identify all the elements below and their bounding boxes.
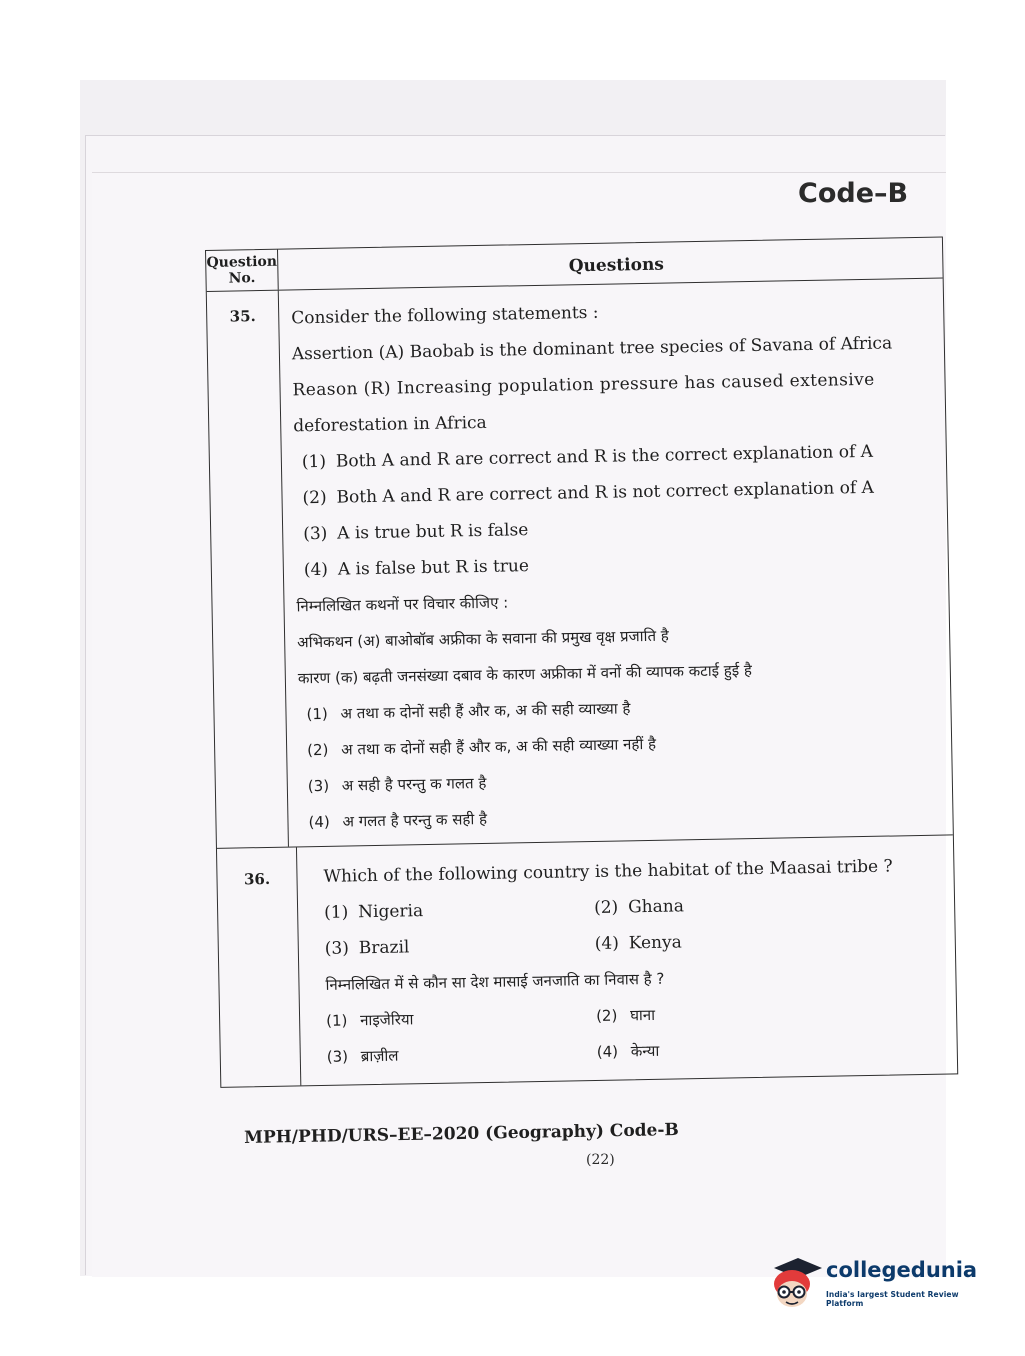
option-number: (2) [593,897,619,918]
reason-line-2: deforestation in Africa [293,412,487,437]
option-3-hindi [326,1034,597,1075]
option-1 [324,890,595,931]
paper-code: Code–B [798,178,909,209]
mascot-icon [768,1254,822,1314]
option-number: (1) [325,1011,348,1030]
option-3 [324,926,595,967]
option-text: अ सही है परन्तु क गलत है [341,773,487,795]
option-4-hindi [596,1029,867,1070]
option-text: A is false but R is true [337,556,530,580]
option-1-hindi [326,998,597,1039]
option-number: (1) [306,704,328,724]
option-number: (4) [308,812,330,832]
question-no-header-line1: Question [206,253,278,271]
option-text: Kenya [628,932,682,954]
option-2 [594,885,865,926]
option-text: Brazil [358,937,410,959]
option-number: (3) [303,523,328,545]
reason-line-1: Reason (R) Increasing population pressure has caused extensive [292,369,875,401]
question-number: 35. [207,291,289,848]
option-number: (3) [324,938,350,959]
option-text: अ तथा क दोनों सही हैं और क, अ की सही व्याख्या है [340,699,631,723]
exam-footer: MPH/PHD/URS–EE–2020 (Geography) Code-B [244,1120,680,1148]
page-number: (22) [586,1152,615,1168]
option-number: (3) [326,1047,349,1066]
option-text: Ghana [627,896,685,918]
question-stem-hindi: निम्नलिखित में से कौन सा देश मासाई जनजाति का निवास है ? [325,969,665,994]
question-35-body [279,278,953,846]
option-text: अ तथा क दोनों सही हैं और क, अ की सही व्याख्या नहीं है [341,734,657,759]
option-4 [594,921,865,962]
option-number: (3) [307,776,330,796]
reason-hindi: कारण (क) बढ़ती जनसंख्या दबाव के कारण अफ्रीका में वनों की व्यापक कटाई हुई है [297,661,753,688]
question-35-row [207,277,953,847]
question-stem: Consider the following statements : [291,302,599,329]
option-text: अ गलत है परन्तु क सही है [342,809,488,831]
logo-tagline: India's largest Student Review Platform [826,1290,959,1308]
option-text: A is true but R is false [337,520,529,544]
option-number: (2) [307,740,329,760]
option-2-hindi [596,993,867,1034]
assertion: Assertion (A) Baobab is the dominant tree species of Savana of Africa [291,333,893,365]
option-text: नाइजेरिया [359,1010,414,1030]
option-number: (2) [302,487,327,509]
option-text: ब्राज़ील [360,1046,399,1066]
question-stem-hindi: निम्नलिखित कथनों पर विचार कीजिए : [296,593,509,616]
option-number: (1) [301,451,327,473]
option-text: केन्या [630,1041,660,1061]
question-no-header [206,250,279,291]
question-table [205,236,958,1087]
questions-header: Questions [568,254,665,277]
option-text: Nigeria [357,901,424,923]
option-number: (4) [594,933,620,954]
option-text: Both A and R are correct and R is not correct explanation of A [336,477,875,508]
collegedunia-logo[interactable] [768,1250,998,1316]
question-36-body [297,835,957,1085]
assertion-hindi: अभिकथन (अ) बाओबॉब अफ्रीका के सवाना की प्रमुख वृक्ष प्रजाति है [297,626,669,652]
option-number: (1) [323,902,349,923]
option-number: (2) [595,1006,618,1025]
option-text: घाना [629,1005,656,1025]
question-no-header-line2: No. [228,270,256,287]
question-number: 36. [217,847,301,1086]
option-number: (4) [596,1042,619,1061]
option-number: (4) [303,559,329,581]
question-36-row [217,834,957,1086]
logo-name: collegedunia [826,1258,978,1282]
question-stem: Which of the following country is the habitat of the Maasai tribe ? [323,856,893,887]
option-text: Both A and R are correct and R is the correct explanation of A [335,441,874,472]
